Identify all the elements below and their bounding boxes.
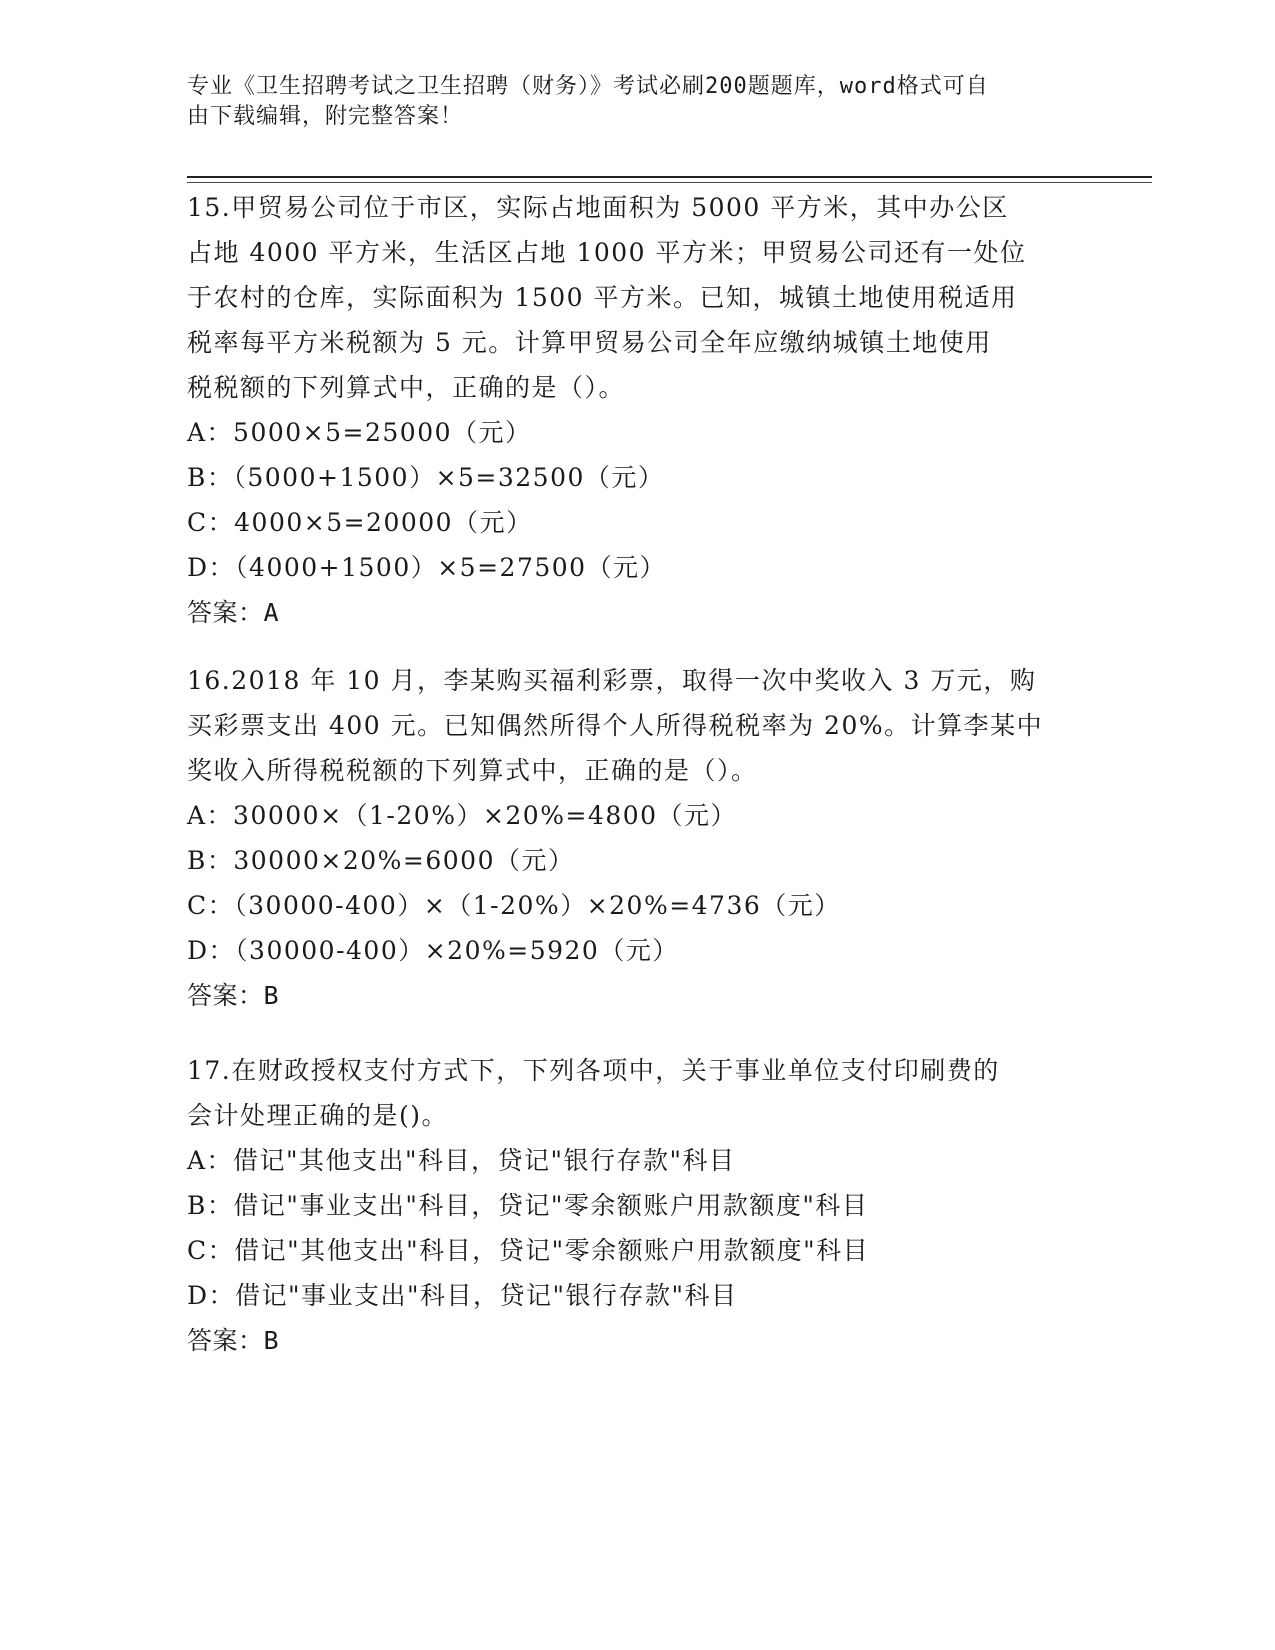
- question-text-line: 占地 4000 平方米，生活区占地 1000 平方米；甲贸易公司还有一处位: [187, 238, 1027, 267]
- option-c: C：（30000-400）×（1-20%）×20%=4736（元）: [187, 891, 841, 920]
- answer: 答案：B: [187, 1326, 280, 1355]
- option-d: D：（30000-400）×20%=5920（元）: [187, 936, 679, 965]
- option-b: B：（5000+1500）×5=32500（元）: [187, 463, 665, 492]
- document-header: [187, 72, 1067, 132]
- answer: 答案：B: [187, 981, 280, 1010]
- option-a: A：5000×5=25000（元）: [187, 418, 532, 447]
- question-text-line: 15.甲贸易公司位于市区，实际占地面积为 5000 平方米，其中办公区: [187, 193, 1009, 222]
- question-text-line: 16.2018 年 10 月，李某购买福利彩票，取得一次中奖收入 3 万元，购: [187, 666, 1037, 695]
- option-d: D：（4000+1500）×5=27500（元）: [187, 553, 667, 582]
- option-b: B：30000×20%=6000（元）: [187, 846, 575, 875]
- question-16: [187, 658, 1087, 1018]
- question-text-line: 于农村的仓库，实际面积为 1500 平方米。已知，城镇土地使用税适用: [187, 283, 1018, 312]
- question-text-line: 买彩票支出 400 元。已知偶然所得个人所得税税率为 20%。计算李某中: [187, 711, 1044, 740]
- question-17: [187, 1048, 1087, 1363]
- question-15: [187, 185, 1087, 635]
- option-b: B：借记"事业支出"科目，贷记"零余额账户用款额度"科目: [187, 1191, 869, 1220]
- option-d: D：借记"事业支出"科目，贷记"银行存款"科目: [187, 1281, 738, 1310]
- header-divider-thin: [187, 182, 1152, 183]
- header-line-1: 专业《卫生招聘考试之卫生招聘（财务）》考试必刷200题题库，word格式可自: [187, 74, 989, 99]
- option-c: C：4000×5=20000（元）: [187, 508, 533, 537]
- header-line-2: 由下载编辑，附完整答案！: [187, 104, 464, 129]
- question-text-line: 奖收入所得税税额的下列算式中，正确的是（）。: [187, 756, 758, 785]
- question-text-line: 税税额的下列算式中，正确的是（）。: [187, 373, 626, 402]
- answer: 答案：A: [187, 598, 280, 627]
- question-text-line: 会计处理正确的是()。: [187, 1101, 449, 1130]
- question-text-line: 税率每平方米税额为 5 元。计算甲贸易公司全年应缴纳城镇土地使用: [187, 328, 992, 357]
- header-divider-thick: [187, 176, 1152, 178]
- question-text-line: 17.在财政授权支付方式下，下列各项中，关于事业单位支付印刷费的: [187, 1056, 1000, 1085]
- option-a: A：30000×（1-20%）×20%=4800（元）: [187, 801, 738, 830]
- option-a: A：借记"其他支出"科目，贷记"银行存款"科目: [187, 1146, 736, 1175]
- option-c: C：借记"其他支出"科目，贷记"零余额账户用款额度"科目: [187, 1236, 870, 1265]
